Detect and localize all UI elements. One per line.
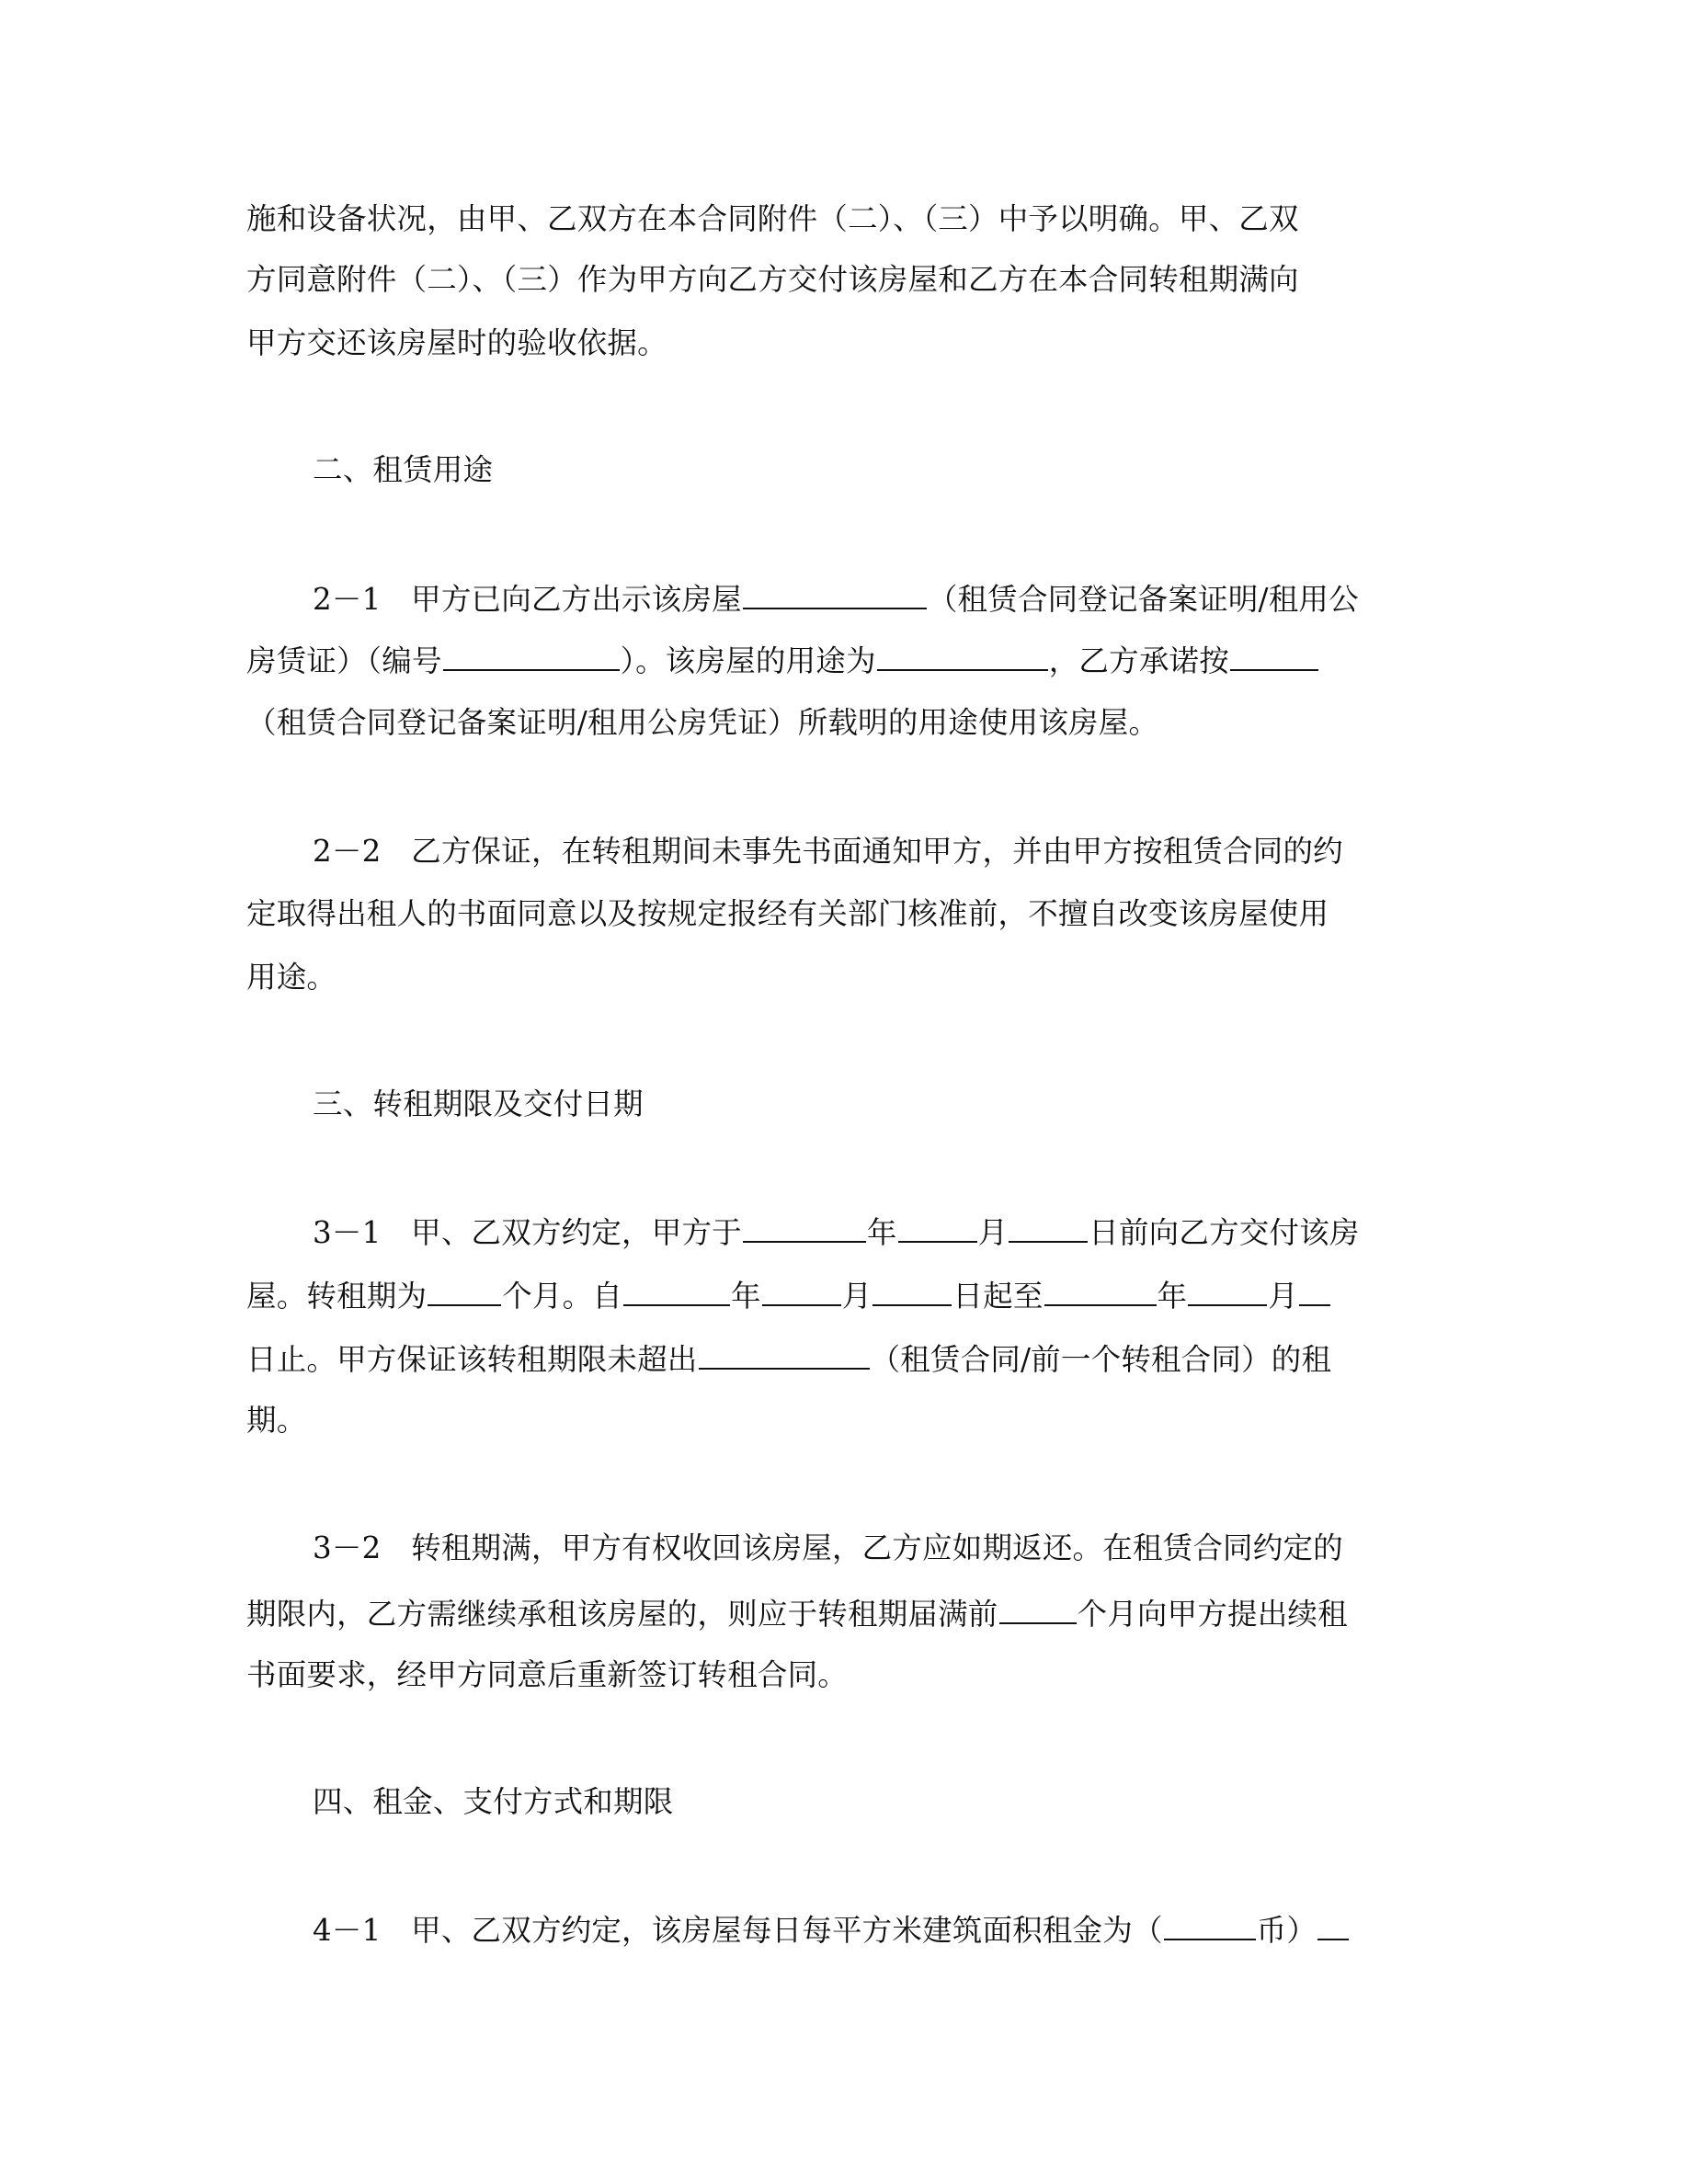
fill-blank	[743, 582, 927, 609]
clause-text: 4－1 甲、乙双方约定，该房屋每日每平方米建筑面积租金为（	[313, 1913, 1163, 1948]
clause-2-1-line-2	[246, 643, 1319, 677]
clause-text: 月	[841, 1279, 873, 1314]
clause-3-2-line-3: 书面要求，经甲方同意后重新签订转租合同。	[246, 1657, 849, 1692]
section-heading: 三、转租期限及交付日期	[313, 1086, 644, 1121]
fill-blank	[443, 643, 620, 671]
clause-text: 3－1 甲、乙双方约定，甲方于	[313, 1215, 742, 1250]
fill-blank	[1317, 1913, 1349, 1940]
section-heading: 四、租金、支付方式和期限	[313, 1784, 674, 1819]
section-heading: 二、租赁用途	[313, 452, 494, 487]
fill-blank	[428, 1279, 501, 1306]
clause-text: 2－1 甲方已向乙方出示该房屋	[313, 582, 742, 617]
fill-blank	[1044, 1279, 1157, 1306]
fill-blank	[1009, 1215, 1088, 1243]
clause-2-1-line-3: （租赁合同登记备案证明/租用公房凭证）所载明的用途使用该房屋。	[246, 705, 1159, 740]
fill-blank	[1299, 1279, 1330, 1306]
clause-text: 月	[977, 1215, 1009, 1250]
clause-text: 日前向乙方交付该房	[1089, 1215, 1360, 1250]
fill-blank	[1230, 643, 1318, 671]
clause-text: ）。该房屋的用途为	[620, 643, 876, 678]
clause-4-1-line-1	[313, 1913, 1350, 1946]
paragraph-line: 施和设备状况，由甲、乙双方在本合同附件（二）、（三）中予以明确。甲、乙双	[246, 201, 1299, 236]
clause-2-2-line-3: 用途。	[246, 960, 337, 995]
clause-3-1-line-3	[246, 1342, 1331, 1375]
clause-3-1-line-2	[246, 1279, 1331, 1312]
clause-text: 日起至	[952, 1279, 1044, 1314]
document-page	[246, 0, 1442, 2184]
clause-text: 屋。转租期为	[246, 1279, 428, 1314]
clause-text: 年	[866, 1215, 897, 1250]
fill-blank	[762, 1279, 841, 1306]
fill-blank	[999, 1597, 1077, 1624]
clause-text: 年	[1157, 1279, 1188, 1314]
clause-text: （租赁合同/前一个转租合同）的租	[870, 1342, 1332, 1377]
clause-text: （租赁合同登记备案证明/租用公	[927, 582, 1359, 617]
fill-blank	[699, 1342, 870, 1370]
clause-text: 年	[731, 1279, 761, 1314]
fill-blank	[1164, 1913, 1256, 1940]
paragraph-line: 方同意附件（二）、（三）作为甲方向乙方交付该房屋和乙方在本合同转租期满向	[246, 262, 1299, 297]
fill-blank	[898, 1215, 977, 1243]
clause-2-2-line-2: 定取得出租人的书面同意以及按规定报经有关部门核准前，不擅自改变该房屋使用	[246, 896, 1329, 931]
fill-blank	[1188, 1279, 1267, 1306]
clause-text: 个月。自	[502, 1279, 623, 1314]
clause-text: 日止。甲方保证该转租期限未超出	[246, 1342, 698, 1377]
paragraph-line: 甲方交还该房屋时的验收依据。	[246, 325, 667, 360]
clause-text: 币）	[1256, 1913, 1317, 1948]
clause-2-2-line-1: 2－2 乙方保证，在转租期间未事先书面通知甲方，并由甲方按租赁合同的约	[313, 834, 1343, 869]
fill-blank	[873, 1279, 952, 1306]
fill-blank	[743, 1215, 866, 1243]
fill-blank	[623, 1279, 730, 1306]
clause-text: ，乙方承诺按	[1048, 643, 1229, 678]
clause-3-1-line-1	[313, 1215, 1360, 1248]
clause-2-1-line-1	[313, 582, 1359, 615]
clause-3-2-line-1: 3－2 转租期满，甲方有权收回该房屋，乙方应如期返还。在租赁合同约定的	[313, 1530, 1343, 1565]
clause-text: 房赁证）（编号	[246, 643, 442, 678]
clause-3-1-line-4: 期。	[246, 1403, 307, 1438]
clause-text: 月	[1268, 1279, 1298, 1314]
clause-text: 个月向甲方提出续租	[1077, 1597, 1348, 1632]
clause-text: 期限内，乙方需继续承租该房屋的，则应于转租期届满前	[246, 1597, 998, 1632]
fill-blank	[877, 643, 1048, 671]
clause-3-2-line-2	[246, 1597, 1348, 1630]
